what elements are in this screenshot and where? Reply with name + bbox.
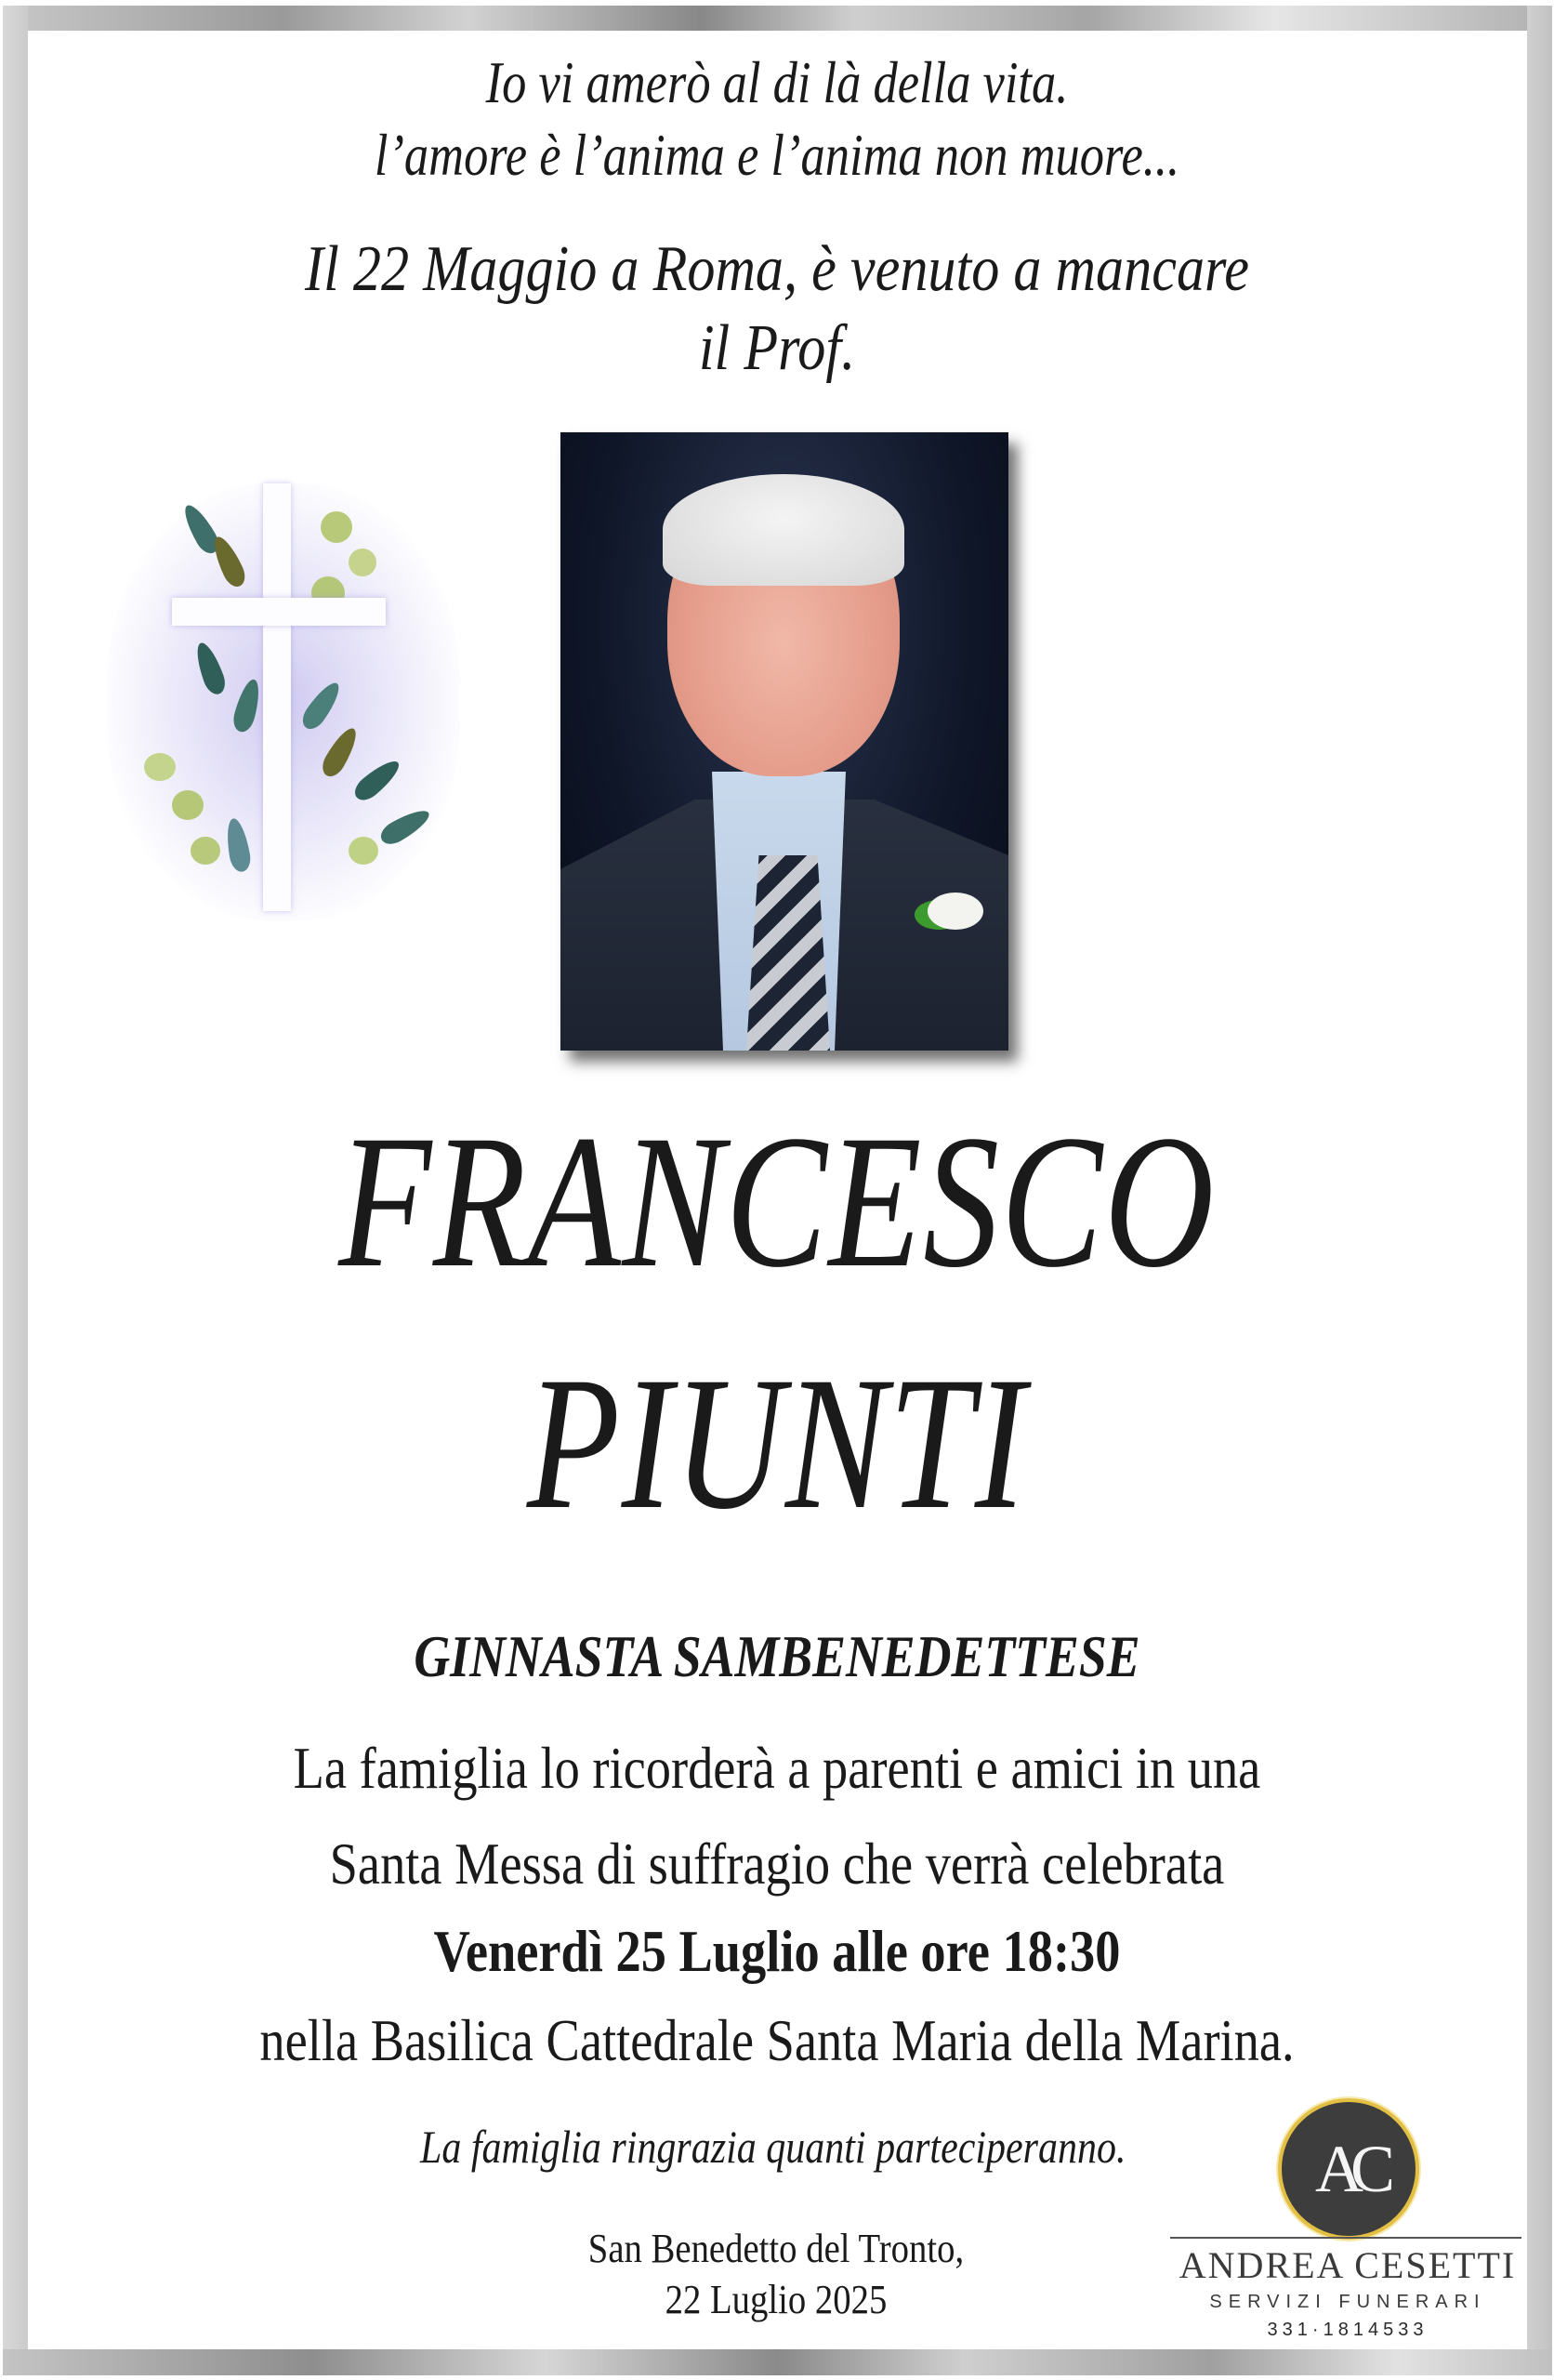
thanks-line: La famiglia ringrazia quanti parteciperanno. [420, 2121, 1126, 2173]
announcement-line-1: Il 22 Maggio a Roma, è venuto a mancare [305, 233, 1249, 305]
deceased-first-name: FRANCESCO [338, 1096, 1216, 1307]
mass-date-time: Venerdì 25 Luglio alle ore 18:30 [433, 1918, 1121, 1984]
notice-place: San Benedetto del Tronto, [587, 2226, 965, 2271]
frame-border-bottom [3, 2349, 1552, 2375]
frame-border-top [3, 6, 1552, 31]
body-line-2: Santa Messa di suffragio che verrà celebrata [329, 1831, 1225, 1897]
body-line-4: nella Basilica Cattedrale Santa Maria della Marina. [259, 2007, 1295, 2073]
quote-line-2: l’amore è l’anima e l’anima non muore... [374, 122, 1180, 188]
frame-border-right [1527, 6, 1552, 2375]
monogram-badge-icon [1278, 2098, 1419, 2240]
deceased-subtitle: GINNASTA SAMBENEDETTESE [414, 1623, 1140, 1689]
funeral-home-phone: 331·1814533 [1267, 2320, 1429, 2340]
funeral-home-logo [1166, 2096, 1529, 2343]
boutonniere-icon [928, 892, 983, 930]
notice-date: 22 Luglio 2025 [665, 2277, 888, 2322]
announcement-line-2: il Prof. [698, 312, 856, 384]
frame-border-left [3, 6, 28, 2375]
quote-line-1: Io vi amerò al di là della vita. [485, 49, 1069, 115]
monogram: AC [1314, 2131, 1383, 2206]
funeral-home-service: SERVIZI FUNERARI [1209, 2292, 1486, 2312]
cross-icon [88, 446, 469, 939]
funeral-home-name: ANDREA CESETTI [1179, 2244, 1517, 2286]
body-line-1: La famiglia lo ricorderà a parenti e amici in una [293, 1735, 1261, 1801]
logo-divider [1170, 2237, 1521, 2239]
portrait-photo [560, 432, 1008, 1051]
deceased-last-name: PIUNTI [526, 1338, 1028, 1549]
